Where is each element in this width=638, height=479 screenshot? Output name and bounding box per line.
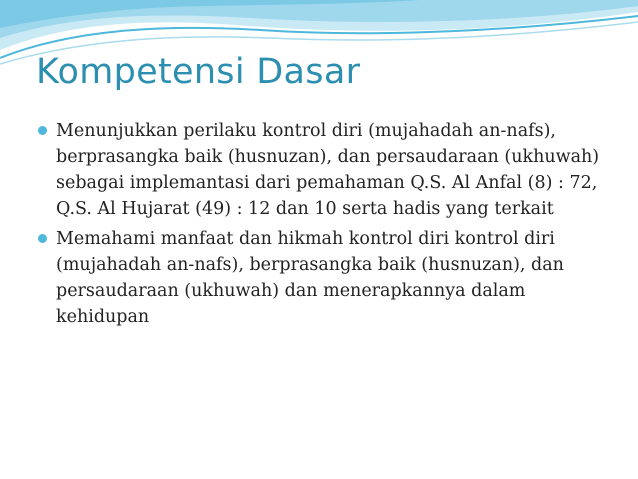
bullet-item xyxy=(36,118,606,222)
slide-title: Kompetensi Dasar xyxy=(36,52,361,92)
bullet-text: Menunjukkan perilaku kontrol diri (mujahadah an-nafs), berprasangka baik (husnuzan), dan persaudaraan (ukhuwah) sebagai implemantasi dari pemahaman Q.S. Al Anfal (8) : 72, Q.S. Al Hujarat (49) : 12 dan 10 serta hadis yang terkait xyxy=(56,121,600,219)
bullet-icon xyxy=(38,126,47,135)
bullet-list xyxy=(36,118,606,334)
bullet-text: Memahami manfaat dan hikmah kontrol diri kontrol diri (mujahadah an-nafs), berprasangka baik (husnuzan), dan persaudaraan (ukhuwah) dan menerapkannya dalam kehidupan xyxy=(56,229,564,327)
bullet-item xyxy=(36,226,606,330)
bullet-icon xyxy=(38,234,47,243)
